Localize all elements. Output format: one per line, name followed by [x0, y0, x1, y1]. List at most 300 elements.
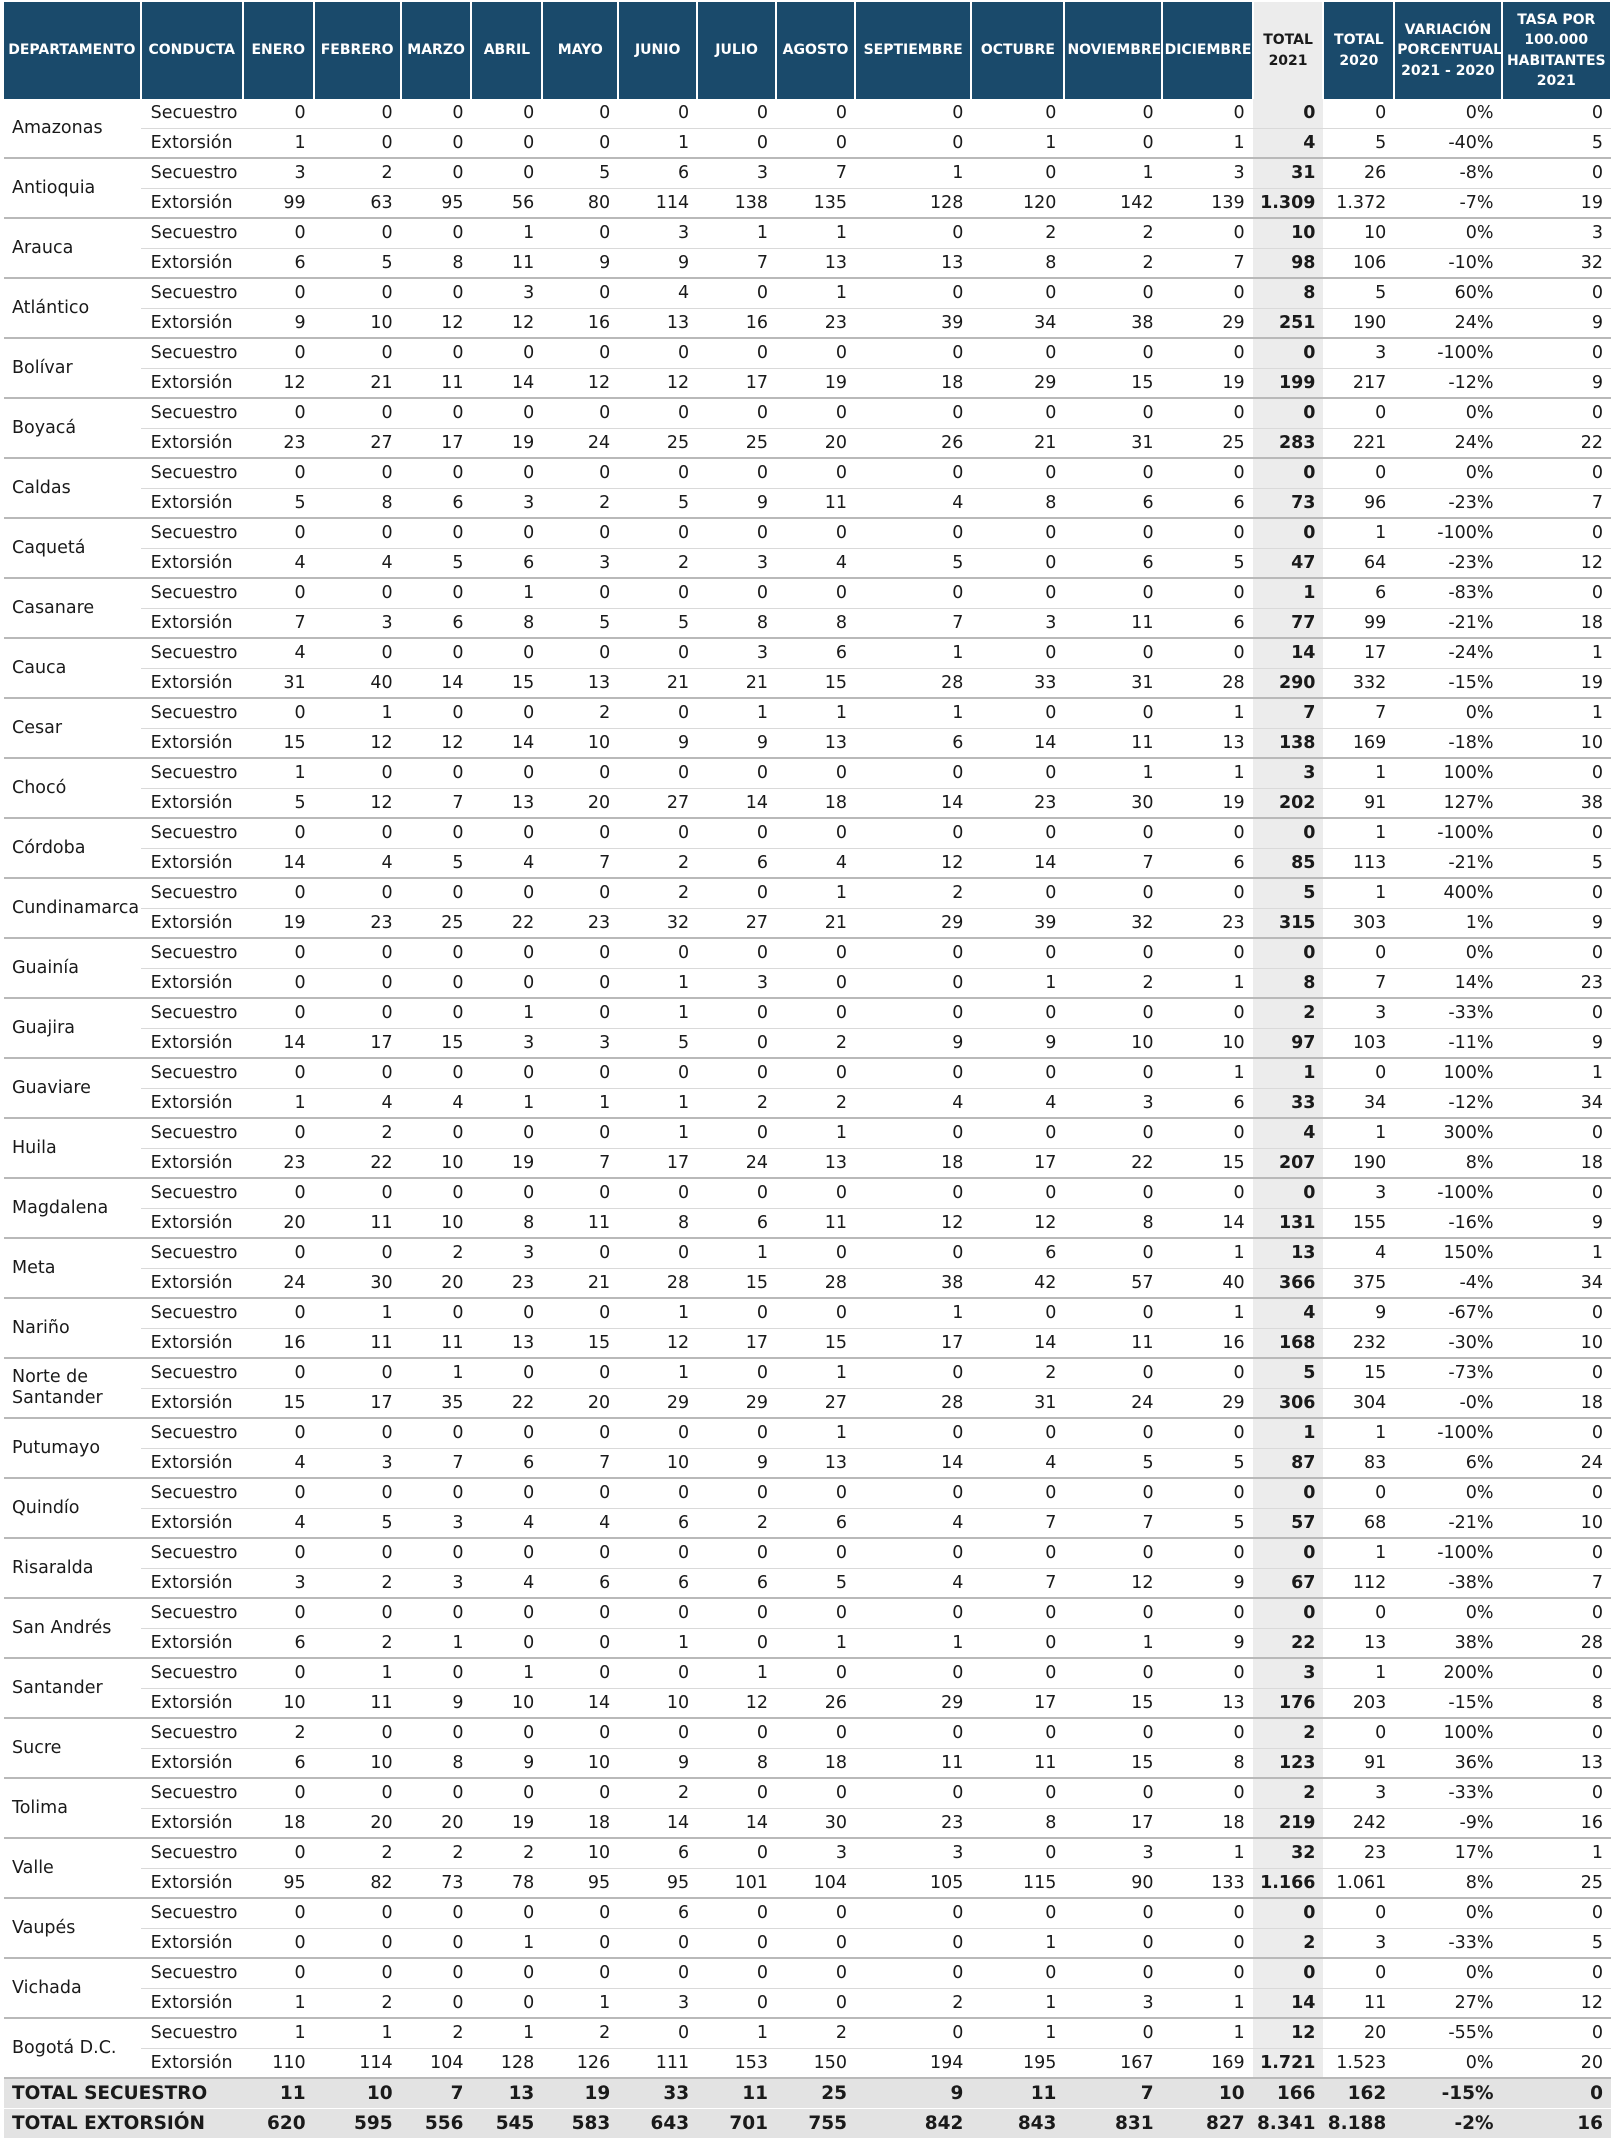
value-cell: 0%: [1394, 938, 1501, 968]
value-cell: 15: [1064, 1748, 1161, 1778]
value-cell: 4: [776, 548, 855, 578]
value-cell: 11: [1064, 728, 1161, 758]
conduct-cell: Secuestro: [141, 638, 243, 668]
department-cell: Vaupés: [4, 1898, 141, 1958]
value-cell: 14: [243, 848, 314, 878]
table-row: [4, 878, 1611, 908]
value-cell: 0: [697, 1718, 776, 1748]
value-cell: 0: [1064, 818, 1161, 848]
table-row: [4, 1208, 1611, 1238]
value-cell: 1.523: [1323, 2048, 1394, 2078]
value-cell: 303: [1323, 908, 1394, 938]
value-cell: 1: [1253, 1058, 1324, 1088]
value-cell: 11: [776, 488, 855, 518]
value-cell: 0: [542, 1598, 618, 1628]
value-cell: 31: [243, 668, 314, 698]
value-cell: 0: [243, 938, 314, 968]
value-cell: 0: [401, 338, 472, 368]
value-cell: 0: [243, 458, 314, 488]
value-cell: 0: [618, 398, 697, 428]
value-cell: 35: [401, 1388, 472, 1418]
value-cell: 0: [776, 128, 855, 158]
value-cell: 16: [542, 308, 618, 338]
value-cell: 0: [697, 278, 776, 308]
value-cell: 20: [1323, 2018, 1394, 2048]
value-cell: 87: [1253, 1448, 1324, 1478]
value-cell: 1: [618, 128, 697, 158]
value-cell: 36%: [1394, 1748, 1501, 1778]
value-cell: 33: [1253, 1088, 1324, 1118]
value-cell: 0: [542, 518, 618, 548]
value-cell: 6: [618, 1568, 697, 1598]
table-row: [4, 128, 1611, 158]
value-cell: 15: [243, 1388, 314, 1418]
total-value-cell: 25: [776, 2078, 855, 2109]
department-cell: Chocó: [4, 758, 141, 818]
value-cell: 24%: [1394, 428, 1501, 458]
value-cell: 15: [1064, 368, 1161, 398]
value-cell: 18: [776, 788, 855, 818]
value-cell: 23: [1502, 968, 1611, 998]
table-row: [4, 1148, 1611, 1178]
value-cell: 3: [542, 548, 618, 578]
conduct-cell: Extorsión: [141, 668, 243, 698]
value-cell: 19: [243, 908, 314, 938]
value-cell: 1: [1162, 1298, 1253, 1328]
value-cell: 0: [401, 758, 472, 788]
value-cell: 3: [401, 1568, 472, 1598]
value-cell: 0: [401, 1478, 472, 1508]
value-cell: 100%: [1394, 758, 1501, 788]
value-cell: 17: [314, 1388, 401, 1418]
value-cell: 0: [776, 938, 855, 968]
value-cell: 0: [697, 1058, 776, 1088]
total-label: TOTAL EXTORSIÓN: [4, 2109, 243, 2139]
value-cell: 4: [243, 638, 314, 668]
value-cell: 2: [471, 1838, 542, 1868]
value-cell: 120: [971, 188, 1064, 218]
total-value-cell: 620: [243, 2109, 314, 2139]
value-cell: 1: [855, 698, 971, 728]
value-cell: 3: [1323, 1928, 1394, 1958]
value-cell: 1: [401, 1628, 472, 1658]
value-cell: 127%: [1394, 788, 1501, 818]
value-cell: 0: [776, 758, 855, 788]
value-cell: 4: [776, 848, 855, 878]
total-value-cell: 643: [618, 2109, 697, 2139]
value-cell: 114: [618, 188, 697, 218]
value-cell: 2: [618, 1778, 697, 1808]
value-cell: 0: [697, 1778, 776, 1808]
value-cell: 23: [542, 908, 618, 938]
value-cell: 1: [471, 1088, 542, 1118]
value-cell: 251: [1253, 308, 1324, 338]
value-cell: 10: [243, 1688, 314, 1718]
total-row: [4, 2078, 1611, 2109]
value-cell: 10: [618, 1688, 697, 1718]
value-cell: 9: [542, 248, 618, 278]
value-cell: 0: [971, 548, 1064, 578]
value-cell: 219: [1253, 1808, 1324, 1838]
value-cell: 29: [697, 1388, 776, 1418]
table-row: [4, 1418, 1611, 1448]
department-cell: Huila: [4, 1118, 141, 1178]
value-cell: 17: [618, 1148, 697, 1178]
total-value-cell: 7: [401, 2078, 472, 2109]
value-cell: 5: [855, 548, 971, 578]
value-cell: 0: [401, 1538, 472, 1568]
value-cell: 10: [542, 1748, 618, 1778]
value-cell: 7: [697, 248, 776, 278]
table-row: [4, 1028, 1611, 1058]
value-cell: 1: [618, 1628, 697, 1658]
table-row: [4, 518, 1611, 548]
value-cell: 0: [1064, 398, 1161, 428]
value-cell: 0: [776, 1058, 855, 1088]
value-cell: 0: [855, 1478, 971, 1508]
value-cell: 6: [697, 1568, 776, 1598]
value-cell: 1: [776, 1418, 855, 1448]
value-cell: 0: [471, 1958, 542, 1988]
table-row: [4, 308, 1611, 338]
value-cell: 0: [855, 1778, 971, 1808]
value-cell: 0: [1502, 2018, 1611, 2048]
value-cell: 22: [1502, 428, 1611, 458]
value-cell: 6: [697, 1208, 776, 1238]
conduct-cell: Secuestro: [141, 998, 243, 1028]
value-cell: 11: [401, 1328, 472, 1358]
table-row: [4, 818, 1611, 848]
conduct-cell: Extorsión: [141, 848, 243, 878]
conduct-cell: Secuestro: [141, 1178, 243, 1208]
column-header: AGOSTO: [776, 2, 855, 99]
value-cell: 0: [1162, 638, 1253, 668]
value-cell: 57: [1253, 1508, 1324, 1538]
value-cell: 0: [401, 968, 472, 998]
value-cell: -100%: [1394, 1538, 1501, 1568]
value-cell: 13: [776, 728, 855, 758]
value-cell: 0: [1502, 818, 1611, 848]
value-cell: 18: [776, 1748, 855, 1778]
value-cell: 38%: [1394, 1628, 1501, 1658]
value-cell: 0: [618, 578, 697, 608]
value-cell: 1%: [1394, 908, 1501, 938]
value-cell: 0: [618, 1598, 697, 1628]
total-value-cell: 701: [697, 2109, 776, 2139]
column-header: MARZO: [401, 2, 472, 99]
conduct-cell: Extorsión: [141, 788, 243, 818]
value-cell: 0: [776, 998, 855, 1028]
value-cell: 0: [471, 698, 542, 728]
value-cell: 0: [243, 698, 314, 728]
table-row: [4, 1388, 1611, 1418]
value-cell: 77: [1253, 608, 1324, 638]
conduct-cell: Extorsión: [141, 1688, 243, 1718]
conduct-cell: Secuestro: [141, 518, 243, 548]
value-cell: 0: [855, 1238, 971, 1268]
conduct-cell: Secuestro: [141, 818, 243, 848]
value-cell: 0: [243, 1958, 314, 1988]
value-cell: 0: [314, 1478, 401, 1508]
value-cell: 3: [314, 1448, 401, 1478]
value-cell: 190: [1323, 1148, 1394, 1178]
table-row: [4, 1928, 1611, 1958]
department-cell: Meta: [4, 1238, 141, 1298]
value-cell: 30: [314, 1268, 401, 1298]
value-cell: 0: [776, 818, 855, 848]
table-row: [4, 608, 1611, 638]
value-cell: 0: [1253, 1898, 1324, 1928]
value-cell: 0: [1162, 1778, 1253, 1808]
value-cell: 0: [1323, 938, 1394, 968]
value-cell: 0: [471, 1898, 542, 1928]
value-cell: 1: [776, 1358, 855, 1388]
value-cell: 12: [1502, 548, 1611, 578]
value-cell: 9: [243, 308, 314, 338]
value-cell: 0: [618, 1928, 697, 1958]
value-cell: 176: [1253, 1688, 1324, 1718]
value-cell: 0: [855, 128, 971, 158]
conduct-cell: Extorsión: [141, 1988, 243, 2018]
value-cell: 0: [1162, 1538, 1253, 1568]
value-cell: 0: [1253, 518, 1324, 548]
value-cell: 15: [471, 668, 542, 698]
value-cell: 0: [697, 1298, 776, 1328]
value-cell: 13: [776, 248, 855, 278]
value-cell: 0: [401, 878, 472, 908]
value-cell: 1.721: [1253, 2048, 1324, 2078]
value-cell: -21%: [1394, 1508, 1501, 1538]
value-cell: 6: [1162, 488, 1253, 518]
value-cell: -100%: [1394, 818, 1501, 848]
value-cell: 2: [401, 2018, 472, 2048]
value-cell: 5: [1502, 1928, 1611, 1958]
value-cell: 0: [776, 578, 855, 608]
value-cell: 16: [1162, 1328, 1253, 1358]
value-cell: 0: [471, 818, 542, 848]
conduct-cell: Extorsión: [141, 1148, 243, 1178]
value-cell: 0%: [1394, 1478, 1501, 1508]
value-cell: 0: [542, 1058, 618, 1088]
value-cell: 32: [1253, 1838, 1324, 1868]
value-cell: 0: [776, 1538, 855, 1568]
value-cell: 14: [855, 788, 971, 818]
value-cell: 0: [1162, 1478, 1253, 1508]
value-cell: 90: [1064, 1868, 1161, 1898]
value-cell: 20: [1502, 2048, 1611, 2078]
value-cell: 0: [1323, 1058, 1394, 1088]
value-cell: 0: [243, 878, 314, 908]
value-cell: 0: [542, 1538, 618, 1568]
value-cell: 0: [1064, 1958, 1161, 1988]
value-cell: 1: [855, 1628, 971, 1658]
table-row: [4, 338, 1611, 368]
value-cell: 0: [243, 338, 314, 368]
value-cell: 7: [401, 788, 472, 818]
value-cell: 138: [697, 188, 776, 218]
department-cell: Guainía: [4, 938, 141, 998]
value-cell: 4: [471, 1568, 542, 1598]
conduct-cell: Extorsión: [141, 968, 243, 998]
value-cell: 1: [776, 878, 855, 908]
value-cell: 0: [1162, 818, 1253, 848]
value-cell: 21: [776, 908, 855, 938]
value-cell: 0: [314, 1058, 401, 1088]
value-cell: 0: [243, 1298, 314, 1328]
value-cell: 2: [314, 1838, 401, 1868]
value-cell: 0: [314, 1598, 401, 1628]
value-cell: 0%: [1394, 218, 1501, 248]
value-cell: 14: [697, 788, 776, 818]
value-cell: 2: [1064, 218, 1161, 248]
value-cell: 3: [243, 1568, 314, 1598]
value-cell: 0: [314, 1778, 401, 1808]
value-cell: 110: [243, 2048, 314, 2078]
value-cell: 0: [1064, 878, 1161, 908]
value-cell: 203: [1323, 1688, 1394, 1718]
value-cell: 8: [471, 1208, 542, 1238]
value-cell: 2: [776, 2018, 855, 2048]
value-cell: 0: [401, 818, 472, 848]
value-cell: 0: [471, 1718, 542, 1748]
column-header: TOTAL 2020: [1323, 2, 1394, 99]
table-row: [4, 638, 1611, 668]
value-cell: 6: [971, 1238, 1064, 1268]
value-cell: 0: [1064, 458, 1161, 488]
table-row: [4, 458, 1611, 488]
department-cell: Bolívar: [4, 338, 141, 398]
value-cell: 5: [542, 608, 618, 638]
value-cell: 1: [855, 1298, 971, 1328]
value-cell: 9: [697, 728, 776, 758]
table-row: [4, 698, 1611, 728]
value-cell: 15: [401, 1028, 472, 1058]
conduct-cell: Secuestro: [141, 1058, 243, 1088]
value-cell: 0: [971, 758, 1064, 788]
conduct-cell: Extorsión: [141, 1088, 243, 1118]
value-cell: 2: [1253, 1928, 1324, 1958]
value-cell: 242: [1323, 1808, 1394, 1838]
value-cell: 8: [471, 608, 542, 638]
value-cell: 1: [1162, 968, 1253, 998]
value-cell: 0: [314, 458, 401, 488]
value-cell: 0: [542, 1178, 618, 1208]
column-header: ENERO: [243, 2, 314, 99]
value-cell: 14%: [1394, 968, 1501, 998]
value-cell: 34: [1323, 1088, 1394, 1118]
value-cell: 1: [618, 968, 697, 998]
value-cell: 26: [1323, 158, 1394, 188]
value-cell: 0: [542, 278, 618, 308]
value-cell: 2: [855, 1988, 971, 2018]
value-cell: 0: [855, 1178, 971, 1208]
value-cell: 14: [697, 1808, 776, 1838]
value-cell: 9: [1502, 1208, 1611, 1238]
value-cell: 13: [1502, 1748, 1611, 1778]
value-cell: 0: [243, 818, 314, 848]
department-cell: Caquetá: [4, 518, 141, 578]
value-cell: 0: [776, 398, 855, 428]
table-row: [4, 368, 1611, 398]
value-cell: 0: [401, 218, 472, 248]
value-cell: 0: [855, 758, 971, 788]
value-cell: 5: [618, 488, 697, 518]
department-cell: Guaviare: [4, 1058, 141, 1118]
value-cell: 11: [314, 1208, 401, 1238]
value-cell: -24%: [1394, 638, 1501, 668]
value-cell: 0: [314, 1928, 401, 1958]
value-cell: 1: [1502, 638, 1611, 668]
value-cell: 2: [697, 1508, 776, 1538]
value-cell: 8: [971, 488, 1064, 518]
conduct-cell: Secuestro: [141, 1898, 243, 1928]
table-row: [4, 578, 1611, 608]
value-cell: 7: [1323, 698, 1394, 728]
value-cell: 0: [1064, 698, 1161, 728]
value-cell: 17: [1064, 1808, 1161, 1838]
value-cell: 10: [1253, 218, 1324, 248]
value-cell: 17: [971, 1688, 1064, 1718]
value-cell: 0: [697, 1478, 776, 1508]
value-cell: 0: [855, 968, 971, 998]
value-cell: 8: [1253, 278, 1324, 308]
value-cell: 12: [1064, 1568, 1161, 1598]
value-cell: 13: [471, 1328, 542, 1358]
value-cell: 99: [1323, 608, 1394, 638]
value-cell: 29: [855, 1688, 971, 1718]
value-cell: 0: [401, 1178, 472, 1208]
value-cell: 0: [697, 1418, 776, 1448]
conduct-cell: Extorsión: [141, 1568, 243, 1598]
value-cell: 0: [471, 1418, 542, 1448]
value-cell: 0: [971, 99, 1064, 128]
value-cell: 22: [314, 1148, 401, 1178]
total-value-cell: 9: [855, 2078, 971, 2109]
value-cell: 0: [243, 1118, 314, 1148]
value-cell: 47: [1253, 548, 1324, 578]
total-value-cell: 11: [971, 2078, 1064, 2109]
value-cell: 0: [971, 1538, 1064, 1568]
value-cell: 25: [401, 908, 472, 938]
value-cell: 0: [1502, 338, 1611, 368]
value-cell: 13: [776, 1148, 855, 1178]
value-cell: 0: [471, 1988, 542, 2018]
value-cell: 0: [1323, 398, 1394, 428]
value-cell: 0: [618, 938, 697, 968]
value-cell: 0: [1323, 458, 1394, 488]
value-cell: 0: [542, 128, 618, 158]
value-cell: -100%: [1394, 1418, 1501, 1448]
value-cell: 14: [1162, 1208, 1253, 1238]
value-cell: 0: [401, 1718, 472, 1748]
conduct-cell: Secuestro: [141, 458, 243, 488]
table-row: [4, 1538, 1611, 1568]
value-cell: 39: [971, 908, 1064, 938]
value-cell: 0: [971, 998, 1064, 1028]
value-cell: 38: [855, 1268, 971, 1298]
value-cell: 22: [1253, 1628, 1324, 1658]
value-cell: 0: [401, 698, 472, 728]
value-cell: 19: [471, 428, 542, 458]
value-cell: 0: [855, 398, 971, 428]
value-cell: 0: [471, 99, 542, 128]
table-row: [4, 1658, 1611, 1688]
total-value-cell: 16: [1502, 2109, 1611, 2139]
value-cell: 4: [1253, 128, 1324, 158]
value-cell: 300%: [1394, 1118, 1501, 1148]
value-cell: 0: [471, 518, 542, 548]
value-cell: 0: [1162, 99, 1253, 128]
